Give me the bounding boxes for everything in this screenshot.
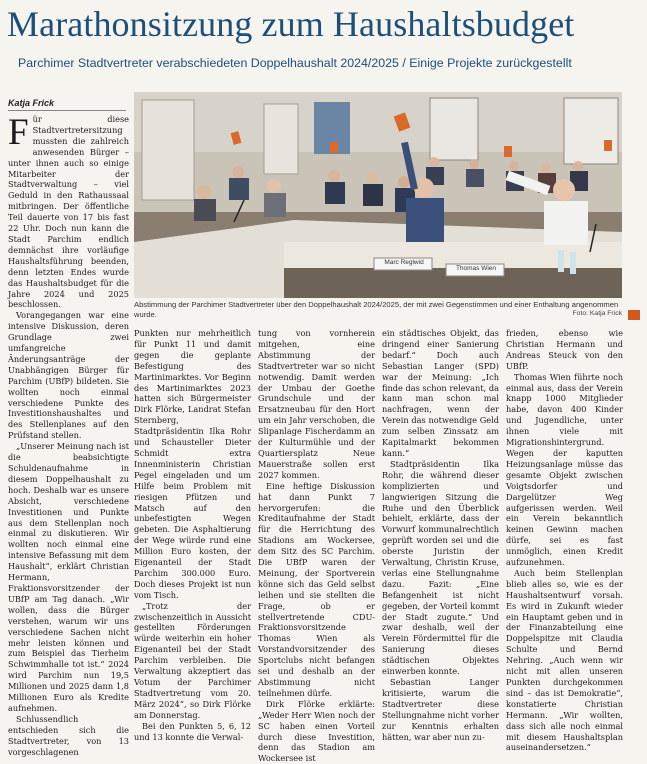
nameplate-2: Thomas Wien xyxy=(455,265,497,272)
article-column-3 xyxy=(258,328,375,764)
col5-paragraph-2: Thomas Wien führte noch einmal aus, dass der Verein knapp 1000 Mitglieder habe, davon 400 Kinder und Jugendliche, unter ihnen viele mit Migrationshintergrund. Wegen der kaputten Heizungsanlage müsse das gesamte Objekt zwischen Voigtsdorfer und Dargelützer Weg aufgerissen werden. Weil ein Verein bekanntlich keinen Gewinn machen dürfe, sei es fast unmöglich, einen Kredit aufzunehmen. xyxy=(506,371,623,568)
headline: Marathonsitzung zum Haushaltsbudget xyxy=(7,4,575,44)
col3-paragraph-3: Dirk Flörke erklärte: „Weder Herr Wien noch der SC haben einen Vorteil durch diese Investition, denn das Stadion am Wockersee ist xyxy=(258,698,375,764)
col2-paragraph-1: Punkten nur mehrheitlich für Punkt 11 und damit gegen die geplante Befestigung des Martinimarktes. Vor Beginn des Martinimarktes 2023 hatten sich Bürgermeister Dirk Flörke, Landrat Stefan Sternberg, Stadtpräsidentin Ilka Rohr und Schausteller Dieter Schmidt extra Innenministerin Christian Pegel eingeladen und um Hilfe beim Problem mit riesigen Pfützen und Matsch auf den unbefestigten Wegen gebeten. Die Asphaltierung der Wege würde rund eine Million Euro kosten, der Eigenanteil der Stadt Parchim 300.000 Euro. Doch dieses Projekt ist nun vom Tisch. xyxy=(134,328,251,600)
subheadline: Parchimer Stadtvertreter verabschiedeten Doppelhaushalt 2024/2025 / Einige Projekte zurückgestellt xyxy=(18,56,572,70)
col2-paragraph-3: Bei den Punkten 5, 6, 12 und 13 konnte die Verwal- xyxy=(134,720,251,742)
col5-paragraph-1: frieden, ebenso wie Christian Hermann und Andreas Steuck von den UBfP. xyxy=(506,328,623,371)
photo-illustration xyxy=(134,92,622,298)
intro-paragraph-4: Schlussendlich entschieden sich die Stadtvertreter, von 13 vorgeschlagenen xyxy=(8,713,129,757)
intro-paragraph-3: „Unserer Meinung nach ist die beabsichtigte Schuldenaufnahme in diesem Doppelhaushalt zu hoch. Deshalb war es unsere Absicht, verschiedene Investitionen und Punkte aus dem Stellenplan noch einmal zu diskutieren. Wir wollten noch einmal eine intensive Befassung mit dem Haushalt“, erklärt Christian Hermann, Fraktionsvorsitzender der UBfP am Tag danach. „Wir wollen, dass die Bürger verstehen, warum wir uns verschiedene Sachen nicht mehr leisten können und zum Beispiel das Tierheim Schwimmhalle tot ist.“ 2024 wird Parchim nun 19,5 Millionen und 2025 dann 1,8 Millionen Euro als Kredite aufnehmen. xyxy=(8,441,129,713)
photo-caption: Abstimmung der Parchimer Stadtvertreter über den Doppelhaushalt 2024/2025, der mit zwei Gegenstimmen und einer Enthaltung angenommen wurde. xyxy=(134,300,619,319)
col3-paragraph-2: Eine heftige Diskussion hat dann Punkt 7 hervorgerufen: die Kreditaufnahme der Stadt für die Herrichtung des Stadions am Wockersee, dem Sitz des SC Parchim. Die UBfP waren der Meinung, der Sportverein könne sich das Geld selbst leihen und sie stellten die Frage, ob er stellvertretende CDU-Fraktionsvorsitzende Thomas Wien als Vorstandvorsitzender des Sportclubs nicht befangen sei und deshalb an der Abstimmung nicht teilnehmen dürfe. xyxy=(258,480,375,698)
col4-paragraph-1: ein städtisches Objekt, das dringend einer Sanierung bedarf.“ Doch auch Sebastian Langer (SPD) war der Meinung: „Ich finde das schon relevant, da kann man schon mal nachfragen, wenn der Verein das notwendige Geld zum selben Zinssatz am Kapitalmarkt bekommen kann.“ xyxy=(382,328,499,458)
author-byline: Katja Frick xyxy=(8,98,55,108)
col5-paragraph-3: Auch beim Stellenplan blieb alles so, wie es der Haushaltsentwurf vorsah. Es wird in Zukunft wieder ein Hauptamt geben und in der Finanzabteilung eine Doppelspitze mit Claudia Schulte und Bernd Nehring. „Auch wenn wir nicht mit allen unseren Punkten durchgekommen sind – das ist Demokratie“, konstatierte Christian Hermann. „Wir wollten, dass sich alle noch einmal mit diesem Haushaltsplan auseinandersetzen.“ xyxy=(506,567,623,753)
col4-paragraph-3: Sebastian Langer kritisierte, warum die Stadtvertreter diese Stellungnahme nicht vorher zur Kenntnis erhalten hätten, war aber nun zu- xyxy=(382,677,499,742)
drop-cap: F xyxy=(8,112,29,153)
col3-paragraph-1: tung von vornherein mitgehen, eine Abstimmung der Stadtvertreter war so nicht notwendig. Damit werden der Umbau der Goethe Grundschule und der Ersatzneubau für den Hort um ein Jahr verschoben, die Slipanlage Fischerdamm an der Kulturmühle und der Quartiersplatz Neue Mauerstraße sollen erst 2027 kommen. xyxy=(258,328,375,480)
photo-credit: Foto: Katja Frick xyxy=(572,310,622,317)
intro-column xyxy=(8,112,129,757)
intro-paragraph-1: Für diese Stadtvertretersitzung mussten die zahlreich anwesenden Bürger – unter ihnen auch so einige Mitarbeiter der Stadtverwaltung – viel Geduld in den Rathaussaal mitbringen. Der öffentliche Teil dauerte von 17 bis fast 22 Uhr. Doch nun kann die Stadt Parchim endlich demnächst ihre vorläufige Haushaltsführung beenden, denn letzten Endes wurde das Haushaltsbudget für die Jahre 2024 und 2025 beschlossen. xyxy=(8,112,129,310)
col2-paragraph-2: „Trotz der zwischenzeitlich in Aussicht gestellten Förderungen würde weiterhin ein hoher Eigenanteil bei der Stadt Parchim verbleiben. Die Verwaltung akzeptiert das Votum der Parchimer Stadtvertretung vom 20. März 2024“, so Dirk Flörke am Donnerstag. xyxy=(134,600,251,720)
article-column-5 xyxy=(506,328,623,753)
council-meeting-photo xyxy=(134,92,622,298)
intro-paragraph-2: Vorangegangen war eine intensive Diskussion, deren Grundlage zwei umfangreiche Änderungsanträge der Unabhängigen Bürger für Parchim (UBfP) bildeten. Sie wollten noch einmal verschiedene Punkte des Investitionshaushaltes und des Stellenplanes auf den Prüfstand stellen. xyxy=(8,310,129,441)
corner-marker xyxy=(628,310,640,320)
article-column-4 xyxy=(382,328,499,742)
col4-paragraph-2: Stadtpräsidentin Ilka Rohr, die während dieser komplizierten und langwierigen Sitzung die Ruhe und den Überblick behielt, erklärte, dass der Vorwurf kommunalrechtlich geprüft worden sei und die oberste Juristin der Verwaltung, Christin Kruse, verlas eine Stellungnahme dazu. Fazit: „Eine Befangenheit ist nicht gegeben, der Vorteil kommt der Stadt zugute.“ Und zwar deshalb, weil der Verein Fördermittel für die Sanierung dieses städtischen Objektes einwerben konnte. xyxy=(382,458,499,677)
article-column-2 xyxy=(134,328,251,742)
nameplate-1: Marc Reglwid xyxy=(384,259,424,266)
byline-rule xyxy=(8,110,126,111)
